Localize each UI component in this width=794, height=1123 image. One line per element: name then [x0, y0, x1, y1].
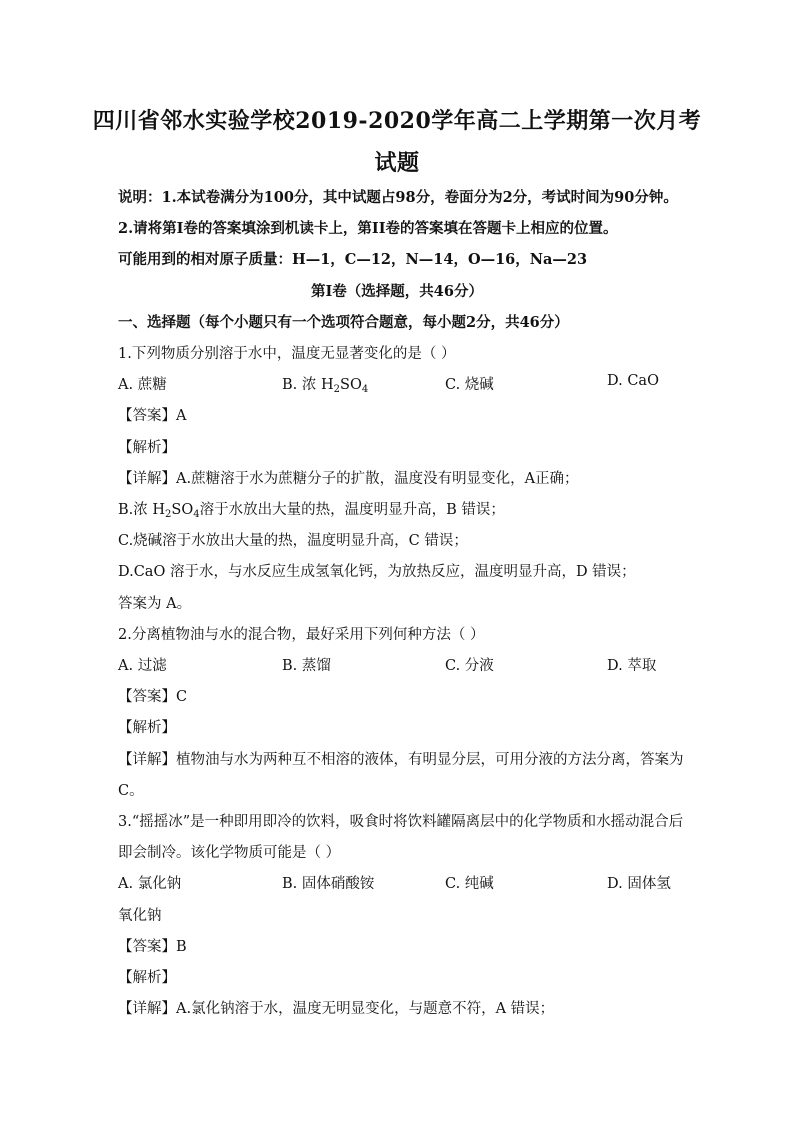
question-2-option-a: A. 过滤 [118, 658, 167, 674]
instruction-note-2: 2.请将第I卷的答案填涂到机读卡上，第II卷的答案填在答题卡上相应的位置。 [118, 220, 618, 237]
question-1-answer: 【答案】A [118, 408, 187, 424]
question-3-option-c: C. 纯碱 [445, 876, 494, 892]
question-1-conclusion: 答案为 A。 [118, 596, 192, 612]
question-1-option-d: D. CaO [607, 373, 659, 389]
question-1-stem: 1.下列物质分别溶于水中，温度无显著变化的是（ ） [118, 346, 456, 362]
question-2-option-b: B. 蒸馏 [282, 658, 331, 674]
question-1-analysis-label: 【解析】 [118, 440, 176, 456]
atomic-mass-note: 可能用到的相对原子质量：H—1，C—12，N—14，O—16，Na—23 [118, 251, 588, 268]
question-2-answer: 【答案】C [118, 689, 188, 705]
question-3-option-a: A. 氯化钠 [118, 876, 182, 892]
question-2-detail-line2: C。 [118, 783, 144, 799]
question-3-stem-line2: 即会制冷。该化学物质可能是（ ） [118, 845, 341, 861]
section-title: 第I卷（选择题，共46分） [311, 283, 483, 300]
question-2-stem: 2.分离植物油与水的混合物，最好采用下列何种方法（ ） [118, 627, 485, 643]
question-2-option-d: D. 萃取 [607, 658, 657, 674]
question-3-option-d-continued: 氧化钠 [118, 908, 162, 924]
question-3-detail-a: 【详解】A.氯化钠溶于水，温度无明显变化，与题意不符，A 错误； [118, 1001, 555, 1017]
question-1-option-b: B. 浓 $H_2SO_4$ [282, 377, 369, 395]
question-3-answer: 【答案】B [118, 939, 187, 955]
question-1-detail-a: 【详解】A.蔗糖溶于水为蔗糖分子的扩散，温度没有明显变化，A正确； [118, 471, 579, 487]
question-1-detail-d: D.CaO 溶于水，与水反应生成氢氧化钙，为放热反应，温度明显升高，D 错误； [118, 564, 636, 580]
doc-title-line2: 试题 [374, 150, 420, 176]
question-3-option-d: D. 固体氢 [607, 876, 671, 892]
doc-title-line1: 四川省邻水实验学校2019-2020学年高二上学期第一次月考 [92, 108, 702, 134]
question-1-option-a: A. 蔗糖 [118, 377, 167, 393]
question-3-analysis-label: 【解析】 [118, 970, 176, 986]
instruction-note-1: 说明：1.本试卷满分为100分，其中试题占98分，卷面分为2分，考试时间为90分钟。 [118, 189, 678, 206]
question-1-detail-b: B.浓 $H_2SO_4$溶于水放出大量的热，温度明显升高，B 错误； [118, 502, 505, 520]
question-2-analysis-label: 【解析】 [118, 720, 176, 736]
question-1-detail-c: C.烧碱溶于水放出大量的热，温度明显升高，C 错误； [118, 533, 468, 549]
section-heading: 一、选择题（每个小题只有一个选项符合题意，每小题2分，共46分） [118, 314, 569, 331]
question-1-option-c: C. 烧碱 [445, 377, 494, 393]
question-2-option-c: C. 分液 [445, 658, 494, 674]
question-3-stem-line1: 3.“摇摇冰”是一种即用即冷的饮料，吸食时将饮料罐隔离层中的化学物质和水摇动混合后 [118, 814, 684, 830]
question-2-detail-line1: 【详解】植物油与水为两种互不相溶的液体，有明显分层，可用分液的方法分离，答案为 [118, 752, 684, 768]
question-3-option-b: B. 固体硝酸铵 [282, 876, 375, 892]
